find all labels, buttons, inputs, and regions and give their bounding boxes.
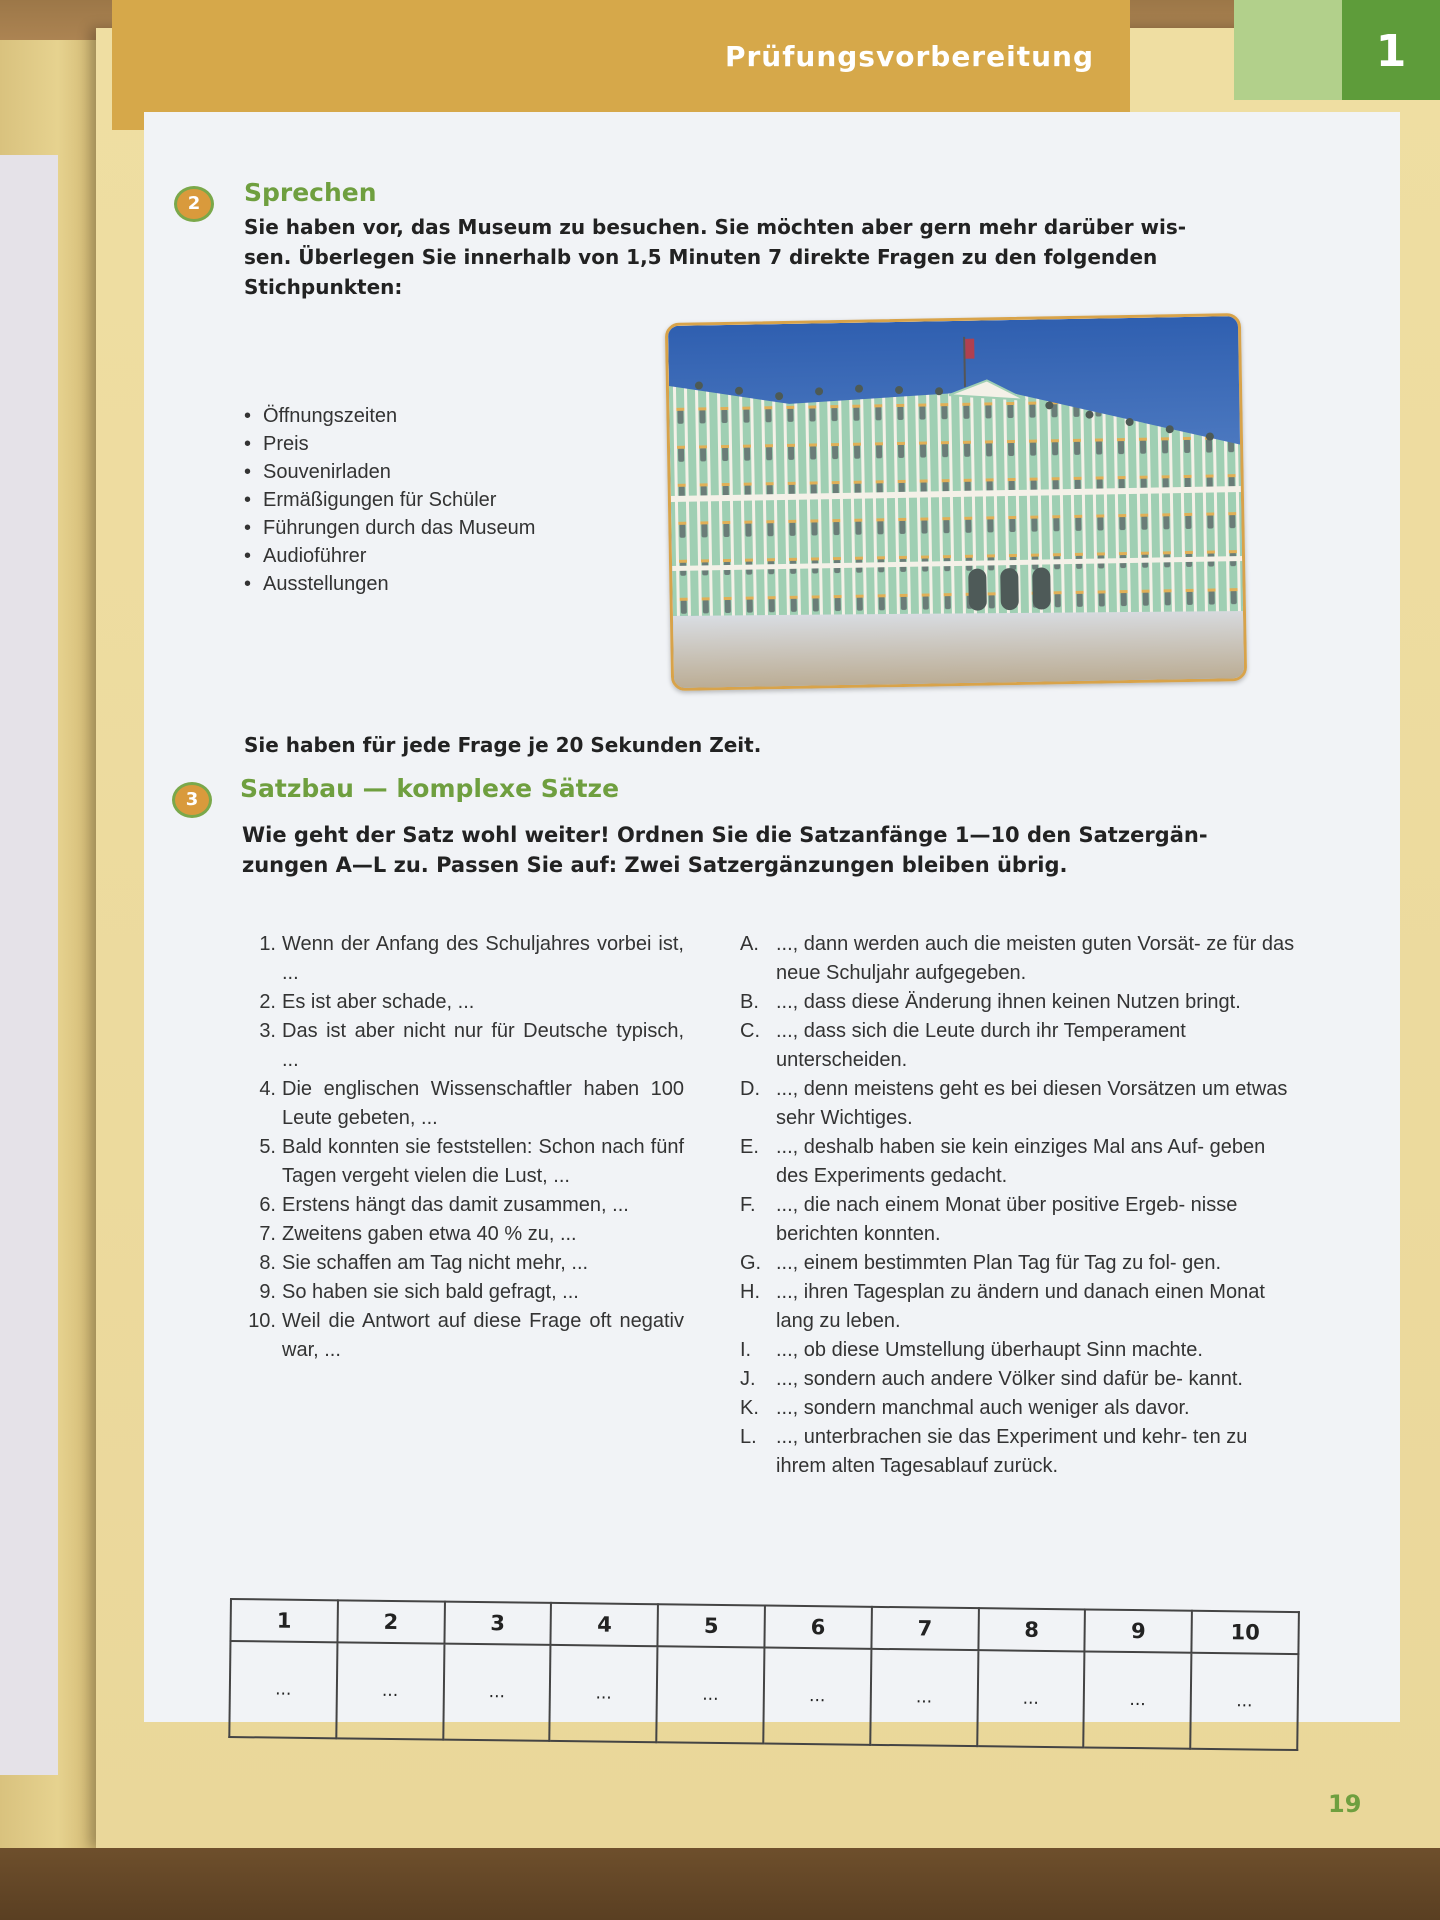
list-item <box>740 1191 1300 1249</box>
answer-column-header: 1 <box>230 1599 337 1642</box>
item-number: 6. <box>259 1194 276 1216</box>
item-text: ..., sondern manchmal auch weniger als davor. <box>776 1397 1190 1419</box>
answer-column-header: 5 <box>658 1604 765 1647</box>
sentence-endings-list <box>740 930 1300 1481</box>
item-letter: G. <box>740 1252 762 1274</box>
item-letter: F. <box>740 1194 756 1216</box>
list-item <box>244 1278 684 1307</box>
answer-table <box>228 1598 1300 1751</box>
answer-column-header: 10 <box>1192 1611 1299 1654</box>
exercise-2-time-note: Sie haben für jede Frage je 20 Sekunden Zeit. <box>244 733 762 757</box>
item-text: Es ist aber schade, ... <box>282 991 475 1013</box>
item-text: Das ist aber nicht nur für Deutsche typisch, ... <box>282 1020 684 1071</box>
list-item: • Audioführer <box>244 542 535 570</box>
sentence-beginnings-list <box>244 930 684 1365</box>
list-item <box>244 1307 684 1365</box>
answer-table-row <box>229 1641 1298 1750</box>
list-item <box>740 1278 1300 1336</box>
museum-photo <box>665 313 1247 691</box>
item-letter: H. <box>740 1281 760 1303</box>
item-number: 5. <box>259 1136 276 1158</box>
list-item <box>740 1394 1300 1423</box>
item-number: 10. <box>248 1310 276 1332</box>
answer-cell[interactable]: ... <box>1084 1651 1192 1748</box>
item-text: Wenn der Anfang des Schuljahres vorbei ist, ... <box>282 933 684 984</box>
answer-column-header: 6 <box>764 1606 871 1649</box>
item-letter: L. <box>740 1426 757 1448</box>
answer-column-header: 7 <box>871 1607 978 1650</box>
answer-cell[interactable]: ... <box>229 1641 337 1738</box>
item-letter: C. <box>740 1020 760 1042</box>
list-item: • Preis <box>244 430 535 458</box>
list-item: • Ermäßigungen für Schüler <box>244 486 535 514</box>
item-text: ..., dass diese Änderung ihnen keinen Nutzen bringt. <box>776 991 1241 1013</box>
list-item <box>740 930 1300 988</box>
list-item: • Souvenirladen <box>244 458 535 486</box>
item-number: 7. <box>259 1223 276 1245</box>
item-text: Die englischen Wissenschaftler haben 100 Leute gebeten, ... <box>282 1078 684 1129</box>
item-text: ..., einem bestimmten Plan Tag für Tag zu fol- gen. <box>776 1252 1222 1274</box>
list-item <box>244 1017 684 1075</box>
item-text: Weil die Antwort auf diese Frage oft negativ war, ... <box>282 1310 684 1361</box>
list-item: • Ausstellungen <box>244 570 535 598</box>
answer-cell[interactable]: ... <box>870 1649 978 1746</box>
list-item <box>244 1075 684 1133</box>
exercise-3-instruction-line1: Wie geht der Satz wohl weiter! Ordnen Sie die Satzanfänge 1—10 den Satzergän- <box>242 823 1208 847</box>
answer-cell[interactable]: ... <box>656 1646 764 1743</box>
list-item <box>244 1220 684 1249</box>
item-text: So haben sie sich bald gefragt, ... <box>282 1281 579 1303</box>
list-item <box>244 930 684 988</box>
item-number: 9. <box>259 1281 276 1303</box>
answer-cell[interactable]: ... <box>550 1645 658 1742</box>
exercise-3-title: Satzbau — komplexe Sätze <box>240 774 620 803</box>
item-letter: D. <box>740 1078 760 1100</box>
list-item <box>740 1075 1300 1133</box>
item-text: ..., sondern auch andere Völker sind dafür be- kannt. <box>776 1368 1243 1390</box>
answer-column-header: 9 <box>1085 1609 1192 1652</box>
item-letter: B. <box>740 991 759 1013</box>
item-number: 4. <box>259 1078 276 1100</box>
item-text: ..., ihren Tagesplan zu ändern und danach einen Monat lang zu leben. <box>776 1281 1265 1332</box>
item-text: ..., denn meistens geht es bei diesen Vorsätzen um etwas sehr Wichtiges. <box>776 1078 1288 1129</box>
list-item <box>740 988 1300 1017</box>
header-band <box>112 0 1130 130</box>
item-number: 3. <box>259 1020 276 1042</box>
item-letter: E. <box>740 1136 759 1158</box>
answer-cell[interactable]: ... <box>763 1648 871 1745</box>
item-letter: K. <box>740 1397 759 1419</box>
answer-column-header: 4 <box>551 1603 658 1646</box>
list-item <box>740 1336 1300 1365</box>
content-area <box>144 112 1400 1722</box>
chapter-tab <box>1342 0 1440 100</box>
winter-palace-illustration <box>668 316 1247 691</box>
exercise-2-title: Sprechen <box>244 178 377 207</box>
exercise-2-instruction-line1: Sie haben vor, das Museum zu besuchen. Sie möchten aber gern mehr darüber wis- <box>244 215 1187 239</box>
list-item <box>740 1423 1300 1481</box>
list-item <box>740 1133 1300 1191</box>
left-page-edge <box>0 40 105 1900</box>
page-number: 19 <box>1328 1790 1362 1818</box>
list-item <box>244 1191 684 1220</box>
list-item: • Öffnungszeiten <box>244 402 535 430</box>
item-number: 8. <box>259 1252 276 1274</box>
item-text: Bald konnten sie feststellen: Schon nach fünf Tagen vergeht vielen die Lust, ... <box>282 1136 684 1187</box>
textbook-page <box>96 28 1440 1848</box>
answer-column-header: 3 <box>444 1602 551 1645</box>
list-item <box>740 1365 1300 1394</box>
item-number: 1. <box>259 933 276 955</box>
item-text: ..., unterbrachen sie das Experiment und kehr- ten zu ihrem alten Tagesablauf zurück. <box>776 1426 1248 1477</box>
item-letter: A. <box>740 933 759 955</box>
exercise-2-badge: 2 <box>174 186 214 222</box>
list-item: • Führungen durch das Museum <box>244 514 535 542</box>
list-item <box>740 1249 1300 1278</box>
exercise-2-instruction-line3: Stichpunkten: <box>244 275 403 299</box>
item-number: 2. <box>259 991 276 1013</box>
chapter-tab-light <box>1234 0 1342 100</box>
list-item <box>740 1017 1300 1075</box>
exercise-3-badge: 3 <box>172 782 212 818</box>
exercise-2-instruction-line2: sen. Überlegen Sie innerhalb von 1,5 Minuten 7 direkte Fragen zu den folgenden <box>244 245 1158 269</box>
item-text: ..., deshalb haben sie kein einziges Mal ans Auf- geben des Experiments gedacht. <box>776 1136 1266 1187</box>
answer-column-header: 8 <box>978 1608 1085 1651</box>
item-text: Erstens hängt das damit zusammen, ... <box>282 1194 629 1216</box>
section-title: Prüfungsvorbereitung <box>724 40 1094 73</box>
item-text: ..., ob diese Umstellung überhaupt Sinn machte. <box>776 1339 1203 1361</box>
item-text: Zweitens gaben etwa 40 % zu, ... <box>282 1223 577 1245</box>
answer-cell[interactable]: ... <box>336 1642 444 1739</box>
answer-column-header: 2 <box>337 1600 444 1643</box>
exercise-3-instruction-line2: zungen A—L zu. Passen Sie auf: Zwei Satzergänzungen bleiben übrig. <box>242 853 1068 877</box>
item-text: ..., die nach einem Monat über positive Ergeb- nisse berichten konnten. <box>776 1194 1238 1245</box>
stichpunkte-list <box>244 402 535 598</box>
list-item <box>244 988 684 1017</box>
chapter-number: 1 <box>1375 26 1407 77</box>
item-letter: I. <box>740 1339 752 1361</box>
item-text: ..., dass sich die Leute durch ihr Temperament unterscheiden. <box>776 1020 1186 1071</box>
item-letter: J. <box>740 1368 756 1390</box>
item-text: ..., dann werden auch die meisten guten Vorsät- ze für das neue Schuljahr aufgegeben. <box>776 933 1295 984</box>
answer-cell[interactable]: ... <box>977 1650 1085 1747</box>
list-item <box>244 1249 684 1278</box>
item-text: Sie schaffen am Tag nicht mehr, ... <box>282 1252 589 1274</box>
desk-background-bottom <box>0 1848 1440 1920</box>
answer-cell[interactable]: ... <box>443 1644 551 1741</box>
left-page-content <box>0 155 58 1775</box>
answer-cell[interactable]: ... <box>1190 1653 1298 1750</box>
list-item <box>244 1133 684 1191</box>
